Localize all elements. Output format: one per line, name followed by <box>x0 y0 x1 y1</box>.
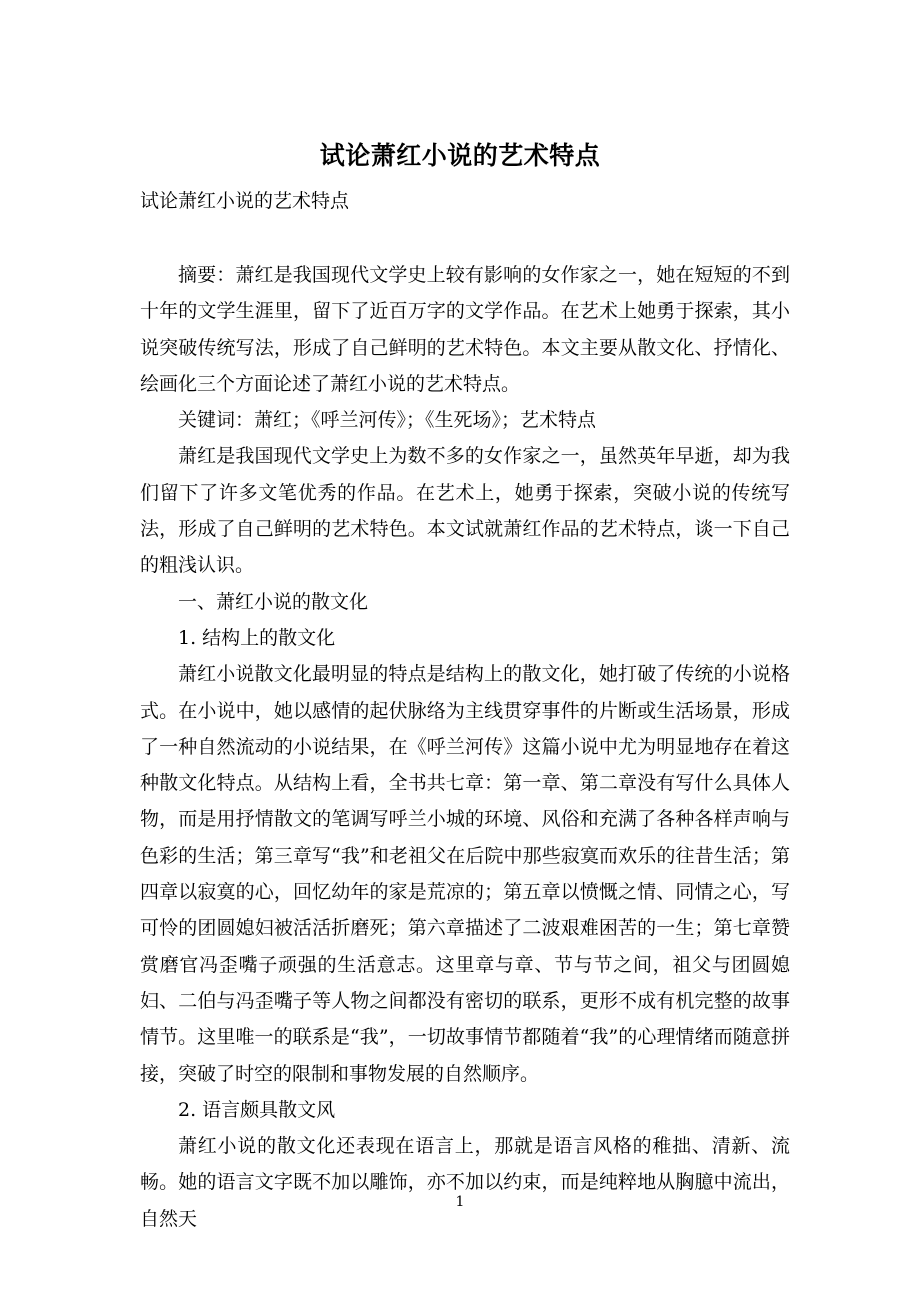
document-title: 试论萧红小说的艺术特点 <box>319 141 601 170</box>
abstract-paragraph: 摘要：萧红是我国现代文学史上较有影响的女作家之一，她在短短的不到十年的文学生涯里，留下了近百万字的文学作品。在艺术上她勇于探索，其小说突破传统写法，形成了自己鲜明的艺术特色。本文主要从散文化、抒情化、绘画化三个方面论述了萧红小说的艺术特点。 <box>140 264 790 395</box>
section-heading: 一、萧红小说的散文化 <box>178 590 369 613</box>
intro-paragraph: 萧红是我国现代文学史上为数不多的女作家之一，虽然英年早逝，却为我们留下了许多文笔优秀的作品。在艺术上，她勇于探索，突破小说的传统写法，形成了自己鲜明的艺术特色。本文试就萧红作品的艺术特点，谈一下自己的粗浅认识。 <box>140 445 790 577</box>
subsection-heading: 2. 语言颇具散文风 <box>178 1098 336 1121</box>
document-subtitle: 试论萧红小说的艺术特点 <box>140 190 350 212</box>
subsection-heading: 1. 结构上的散文化 <box>178 626 336 649</box>
body-paragraph: 萧红小说散文化最明显的特点是结构上的散文化，她打破了传统的小说格式。在小说中，她以感情的起伏脉络为主线贯穿事件的片断或生活场景，形成了一种自然流动的小说结果，在《呼兰河传》这篇小说中尤为明显地存在着这种散文化特点。从结构上看，全书共七章：第一章、第二章没有写什么具体人物，而是用抒情散文的笔调写呼兰小城的环境、风俗和充满了各种各样声响与色彩的生活；第三章写“我”和老祖父在后院中那些寂寞而欢乐的往昔生活；第四章以寂寞的心，回忆幼年的家是荒凉的；第五章以愤慨之情、同情之心，写可怜的团圆媳妇被活活折磨死；第六章描述了二波艰难困苦的一生；第七章赞赏磨官冯歪嘴子顽强的生活意志。这里章与章、节与节之间，祖父与团圆媳妇、二伯与冯歪嘴子等人物之间都没有密切的联系，更形不成有机完整的故事情节。这里唯一的联系是“我”，一切故事情节都随着“我”的心理情绪而随意拼接，突破了时空的限制和事物发展的自然顺序。 <box>140 663 790 1085</box>
keywords-paragraph: 关键词：萧红；《呼兰河传》；《生死场》；艺术特点 <box>178 409 597 432</box>
page-number: 1 <box>455 1194 465 1210</box>
document-body <box>140 257 790 1237</box>
body-paragraph: 萧红小说的散文化还表现在语言上，那就是语言风格的稚拙、清新、流畅。她的语言文字既不加以雕饰，亦不加以约束，而是纯粹地从胸臆中流出，自然天 <box>140 1135 790 1230</box>
